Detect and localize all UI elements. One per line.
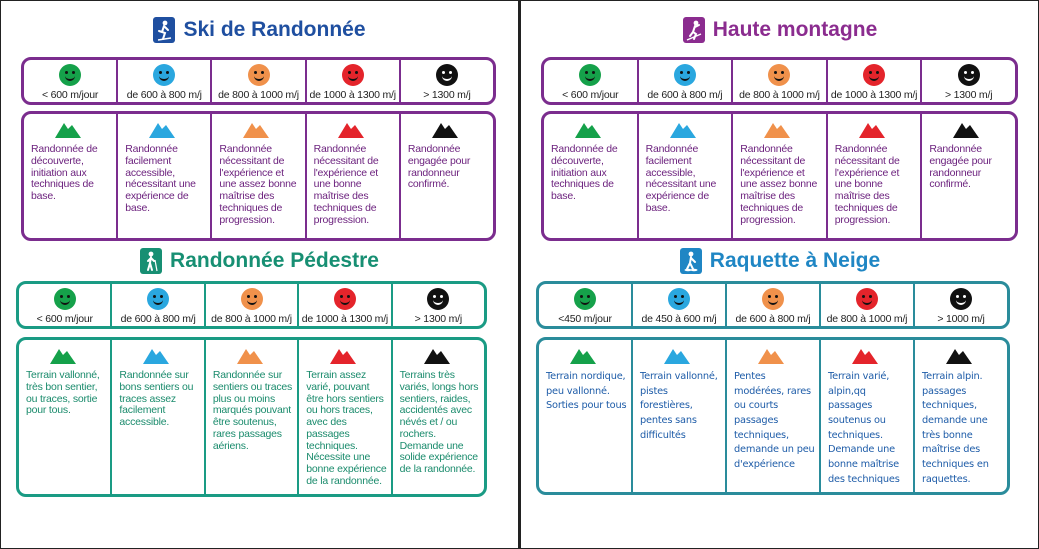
description-cell-orange — [727, 340, 821, 492]
description-text: Pentes modérées, rares ou courts passages techniques, demande un peu d'expérience — [734, 371, 815, 471]
left-panel — [0, 0, 519, 549]
grades-row — [16, 281, 487, 329]
description-text: Randonnée nécessitant de l'expérience et une bonne maîtrise des techniques de progression. — [313, 143, 379, 226]
grade-label: de 450 à 600 m/j — [641, 313, 717, 325]
description-cell-black — [922, 114, 1015, 238]
section-randonnee-pedestre — [1, 241, 518, 541]
description-text: Randonnée sur bons sentiers ou traces assez facilement accessible. — [119, 369, 194, 428]
section-title-text: Ski de Randonnée — [183, 18, 366, 41]
mountain-black-icon — [432, 120, 458, 138]
mountain-orange-icon — [758, 346, 784, 364]
description-cell-orange — [733, 114, 828, 238]
description-text: Randonnée engagée pour randonneur confirmé. — [929, 143, 992, 191]
grades-row — [536, 281, 1010, 329]
mountain-blue-icon — [664, 346, 690, 364]
grade-label: de 600 à 800 m/j — [647, 89, 723, 101]
description-text: Terrain vallonné, pistes forestières, pentes sans difficultés — [640, 371, 718, 441]
grade-cell-black — [915, 284, 1007, 326]
grade-cell-red — [307, 60, 401, 102]
smiley-black-icon — [958, 64, 980, 86]
description-text: Randonnée facilement accessible, nécessitant une expérience de base. — [125, 143, 196, 214]
grade-cell-orange — [206, 284, 299, 326]
mountain-red-icon — [330, 346, 356, 364]
smiley-orange-icon — [762, 288, 784, 310]
smiley-red-icon — [334, 288, 356, 310]
description-cell-blue — [633, 340, 727, 492]
grade-label: de 800 à 1000 m/j — [739, 89, 820, 101]
grade-cell-blue — [639, 60, 734, 102]
grade-label: de 600 à 800 m/j — [126, 89, 202, 101]
grade-label: de 1000 à 1300 m/j — [301, 313, 389, 325]
description-cell-green — [539, 340, 633, 492]
grade-cell-green — [544, 60, 639, 102]
smiley-green-icon — [574, 288, 596, 310]
smiley-red-icon — [342, 64, 364, 86]
mountain-green-icon — [570, 346, 596, 364]
section-title — [521, 13, 1039, 47]
grade-label: > 1300 m/j — [945, 89, 993, 101]
grade-label: de 600 à 800 m/j — [120, 313, 196, 325]
mountain-red-icon — [859, 120, 885, 138]
mountain-blue-icon — [670, 120, 696, 138]
description-text: Randonnée de découverte, initiation aux techniques de base. — [31, 143, 98, 202]
grade-label: < 600 m/jour — [41, 89, 99, 101]
descriptions-row — [541, 111, 1018, 241]
grades-row — [541, 57, 1018, 105]
smiley-black-icon — [950, 288, 972, 310]
description-text: Terrain nordique, peu vallonné. Sorties pour tous — [546, 371, 627, 412]
grade-cell-black — [401, 60, 493, 102]
section-haute-montagne — [521, 1, 1039, 246]
description-text: Randonnée sur sentiers ou traces plus ou moins marqués pouvant être soutenus, rares passages aériens. — [212, 369, 293, 452]
section-title — [1, 13, 518, 47]
smiley-green-icon — [59, 64, 81, 86]
grade-label: > 1300 m/j — [414, 313, 462, 325]
mountain-orange-icon — [243, 120, 269, 138]
grade-label: de 1000 à 1300 m/j — [309, 89, 396, 101]
section-title — [521, 244, 1039, 278]
grade-cell-blue — [633, 284, 727, 326]
description-cell-blue — [639, 114, 734, 238]
smiley-blue-icon — [147, 288, 169, 310]
description-cell-orange — [212, 114, 306, 238]
grade-label: <450 m/jour — [558, 313, 612, 325]
description-text: Randonnée engagée pour randonneur confirmé. — [407, 143, 471, 191]
description-cell-green — [19, 340, 112, 494]
description-text: Randonnée nécessitant de l'expérience et une bonne maîtrise des techniques de progression. — [834, 143, 900, 226]
description-cell-orange — [206, 340, 299, 494]
description-text: Terrain vallonné, très bon sentier, ou traces, sortie pour tous. — [26, 369, 100, 417]
descriptions-row — [536, 337, 1010, 495]
mountain-black-icon — [946, 346, 972, 364]
mountain-green-icon — [55, 120, 81, 138]
smiley-red-icon — [863, 64, 885, 86]
section-ski-randonnee — [1, 1, 518, 246]
description-text: Terrain assez varié, pouvant être hors sentiers ou hors traces, avec des passages techniques. Nécessite une bonne expérience de la randonnée. — [306, 369, 387, 487]
description-text: Randonnée nécessitant de l'expérience et une assez bonne maîtrise des techniques de progression. — [740, 143, 818, 226]
right-panel — [519, 0, 1039, 549]
description-cell-green — [24, 114, 118, 238]
descriptions-row — [16, 337, 487, 497]
section-raquette-neige — [521, 241, 1039, 541]
grade-label: < 600 m/jour — [36, 313, 93, 325]
grade-cell-red — [299, 284, 392, 326]
mountain-orange-icon — [237, 346, 263, 364]
grade-label: de 1000 à 1300 m/j — [830, 89, 918, 101]
section-title-text: Randonnée Pédestre — [170, 249, 379, 272]
smiley-blue-icon — [674, 64, 696, 86]
description-text: Randonnée nécessitant de l'expérience et une assez bonne maîtrise des techniques de progression. — [219, 143, 297, 226]
smiley-orange-icon — [248, 64, 270, 86]
description-cell-red — [828, 114, 923, 238]
climber-icon — [683, 17, 705, 43]
description-cell-red — [307, 114, 401, 238]
mountain-red-icon — [338, 120, 364, 138]
smiley-green-icon — [579, 64, 601, 86]
ski-touring-icon — [153, 17, 175, 43]
grade-cell-orange — [727, 284, 821, 326]
descriptions-row — [21, 111, 496, 241]
grade-label: de 600 à 800 m/j — [735, 313, 811, 325]
description-text: Randonnée de découverte, initiation aux techniques de base. — [551, 143, 618, 202]
mountain-blue-icon — [143, 346, 169, 364]
grades-row — [21, 57, 496, 105]
grade-label: de 800 à 1000 m/j — [826, 313, 908, 325]
mountain-orange-icon — [764, 120, 790, 138]
mountain-blue-icon — [149, 120, 175, 138]
grade-label: > 1000 m/j — [937, 313, 985, 325]
snowshoe-icon — [680, 248, 702, 274]
section-title — [1, 244, 518, 278]
grade-cell-green — [539, 284, 633, 326]
smiley-blue-icon — [153, 64, 175, 86]
grade-label: de 800 à 1000 m/j — [211, 313, 292, 325]
section-title-text: Haute montagne — [712, 18, 878, 41]
smiley-black-icon — [427, 288, 449, 310]
smiley-black-icon — [436, 64, 458, 86]
smiley-orange-icon — [768, 64, 790, 86]
description-text: Terrain varié, alpin,qq passages soutenus ou techniques. Demande une bonne maîtrise des techniques — [828, 371, 900, 485]
grade-label: < 600 m/jour — [562, 89, 619, 101]
grade-cell-black — [922, 60, 1015, 102]
smiley-blue-icon — [668, 288, 690, 310]
grade-cell-red — [828, 60, 923, 102]
grade-cell-green — [24, 60, 118, 102]
mountain-black-icon — [424, 346, 450, 364]
description-cell-green — [544, 114, 639, 238]
grade-cell-black — [393, 284, 484, 326]
description-cell-red — [299, 340, 392, 494]
description-cell-black — [401, 114, 493, 238]
grade-cell-blue — [118, 60, 212, 102]
grade-label: de 800 à 1000 m/j — [218, 89, 299, 101]
mountain-green-icon — [575, 120, 601, 138]
description-text: Terrains très variés, longs hors sentiers, raides, accidentés avec névés et / ou rochers. Demande une solide expérience de la randonnée. — [399, 369, 479, 475]
mountain-green-icon — [50, 346, 76, 364]
description-cell-black — [393, 340, 484, 494]
section-title-text: Raquette à Neige — [709, 249, 881, 272]
grade-cell-blue — [112, 284, 205, 326]
description-cell-blue — [118, 114, 212, 238]
grade-cell-green — [19, 284, 112, 326]
description-text: Terrain alpin. passages techniques, demande une très bonne maîtrise des techniques en raquettes. — [922, 371, 989, 485]
description-cell-black — [915, 340, 1007, 492]
description-cell-red — [821, 340, 915, 492]
grade-cell-orange — [212, 60, 306, 102]
grade-cell-orange — [733, 60, 828, 102]
mountain-black-icon — [953, 120, 979, 138]
smiley-green-icon — [54, 288, 76, 310]
description-text: Randonnée facilement accessible, nécessitant une expérience de base. — [645, 143, 717, 214]
mountain-red-icon — [852, 346, 878, 364]
description-cell-blue — [112, 340, 205, 494]
smiley-orange-icon — [241, 288, 263, 310]
grade-label: > 1300 m/j — [423, 89, 471, 101]
hiker-icon — [140, 248, 162, 274]
grade-cell-red — [821, 284, 915, 326]
smiley-red-icon — [856, 288, 878, 310]
